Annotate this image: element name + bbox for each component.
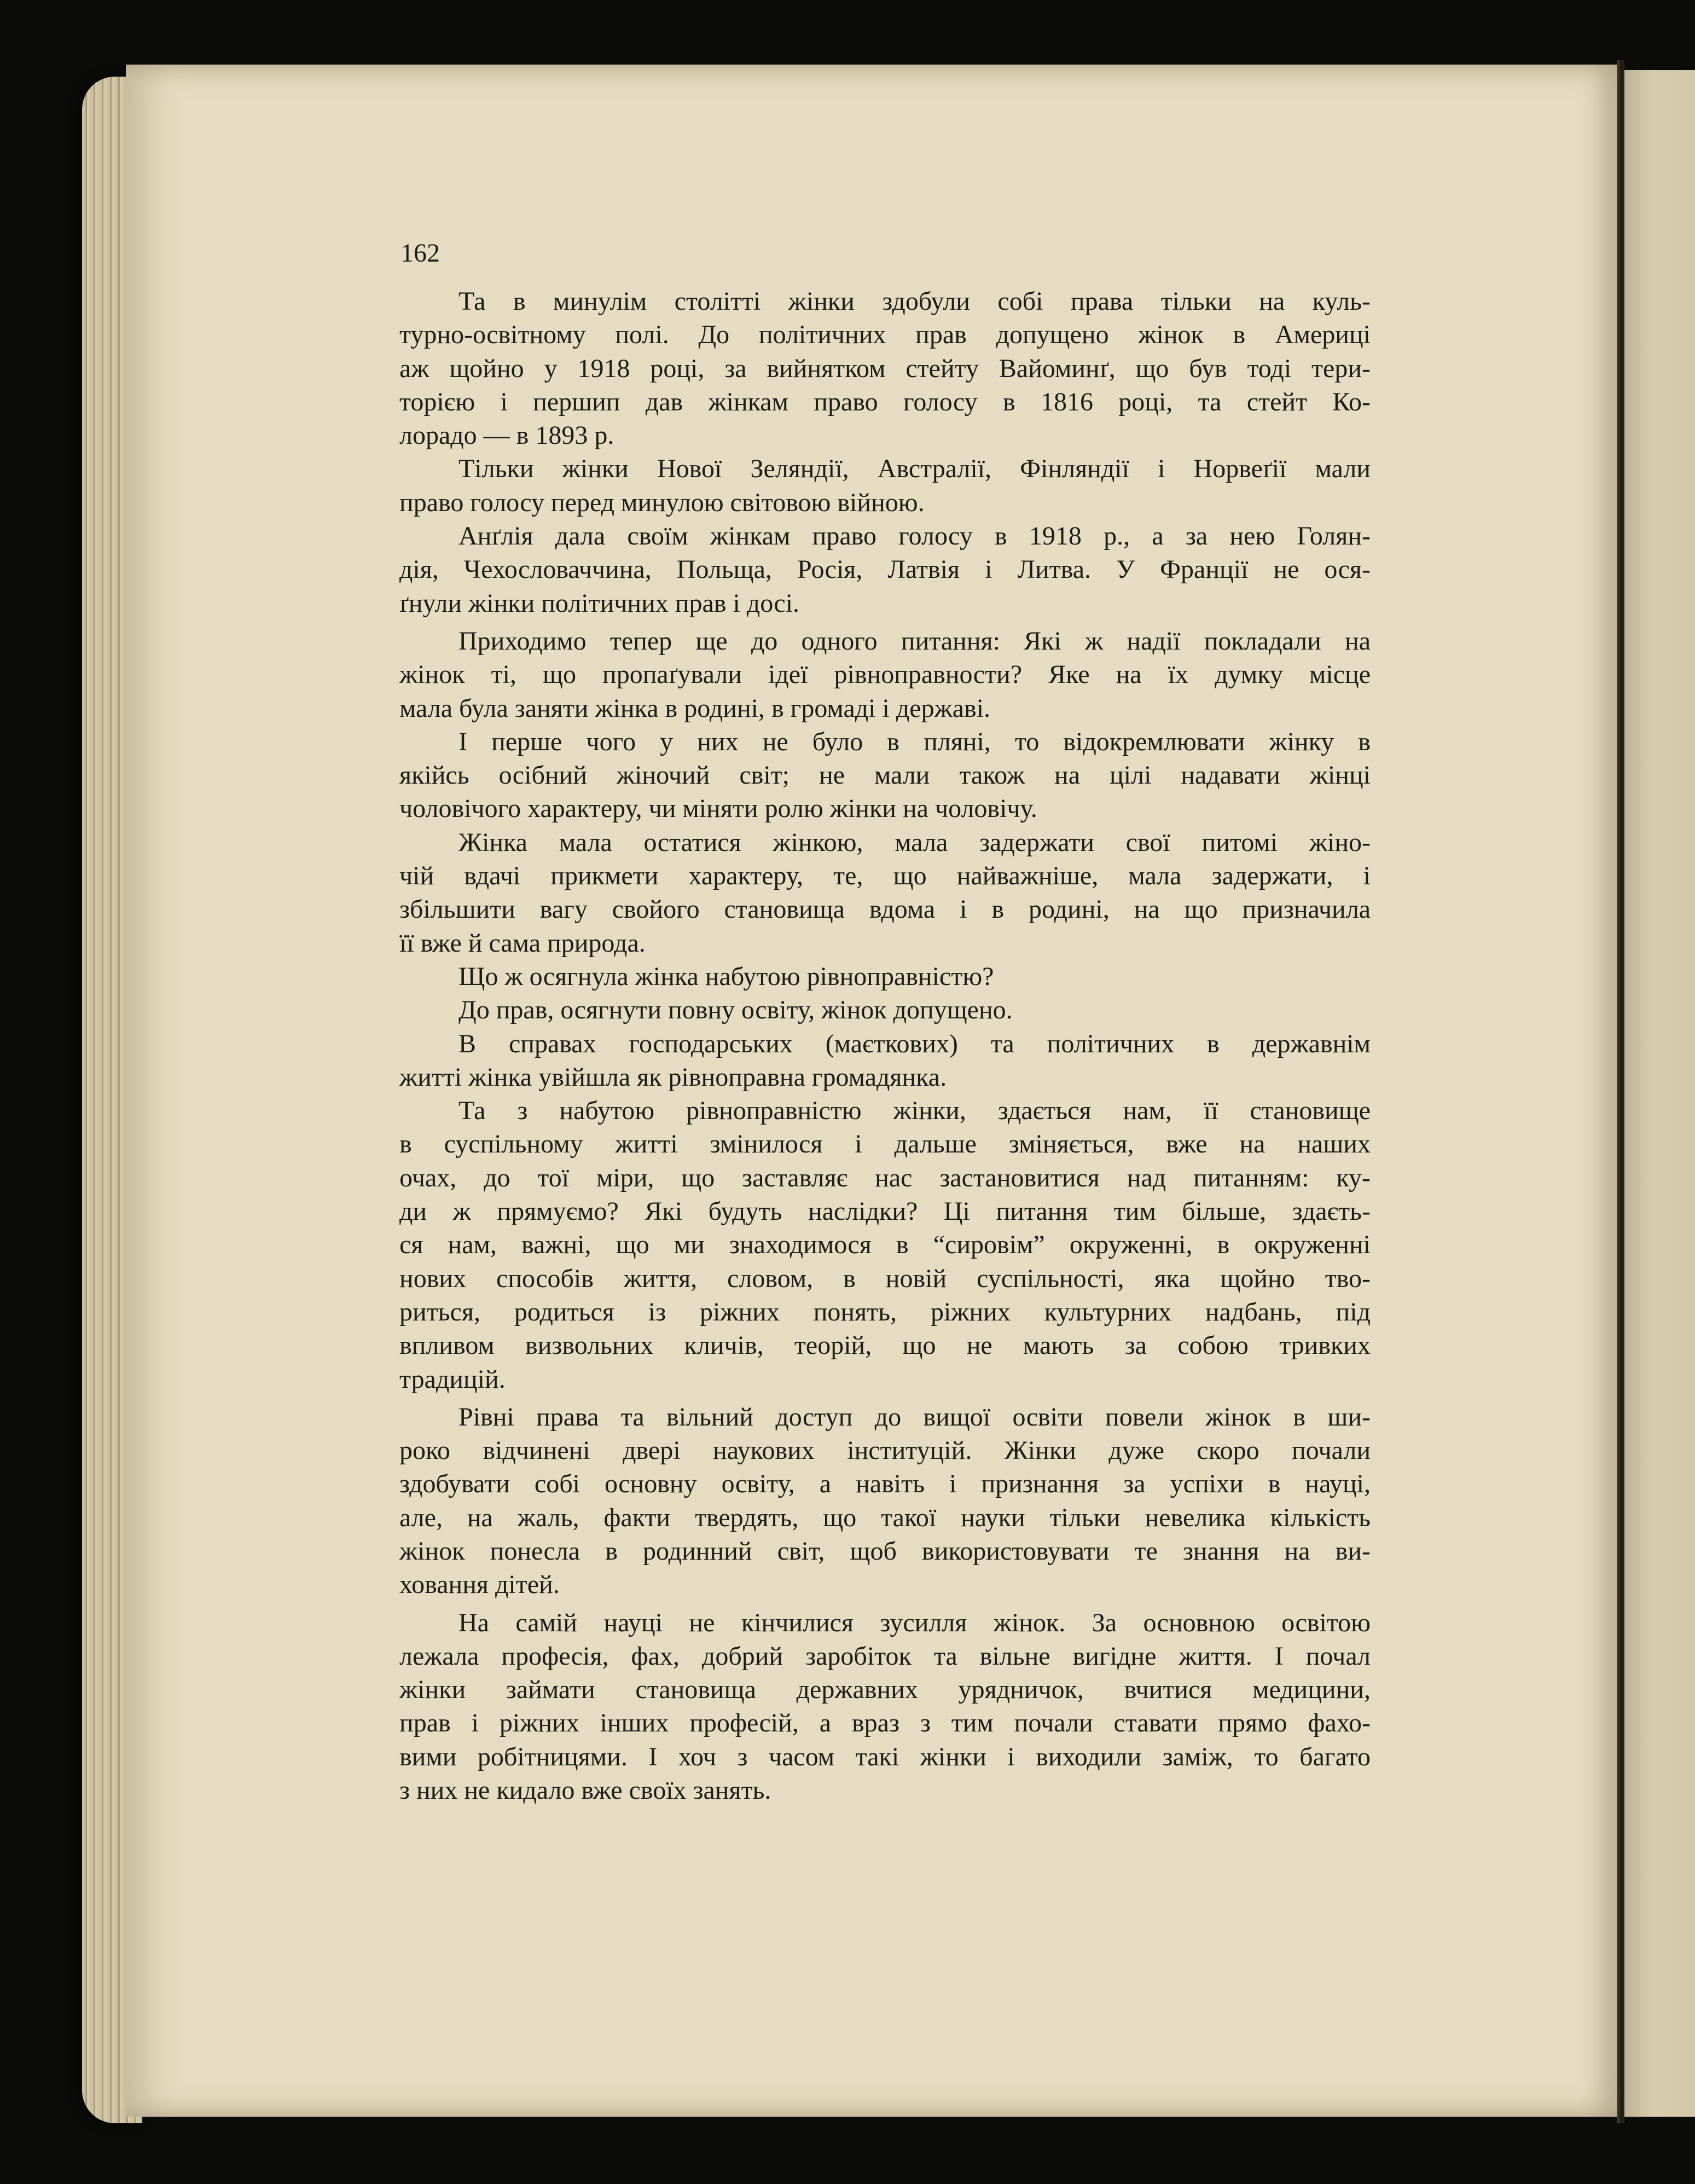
text-line: ди ж прямуємо? Які будуть наслідки? Ці питання тим більше, здаєть- [399, 1197, 1371, 1226]
text-line: чоловічого характеру, чи міняти ролю жінки на чоловічу. [399, 794, 1037, 824]
text-line: Що ж осягнула жінка набутою рівноправністю? [458, 961, 994, 991]
text-line: риться, родиться із ріжних понять, ріжних культурних надбань, під [399, 1297, 1371, 1326]
body-text [399, 235, 1371, 1807]
text-line: чій вдачі прикмети характеру, те, що найважніше, мала задержати, і [399, 861, 1371, 891]
text-line: нових способів життя, словом, в новій суспільності, яка щойно тво- [399, 1264, 1371, 1293]
paragraph [399, 826, 1371, 960]
text-line: І перше чого у них не було в пляні, то відокремлювати жінку в [458, 727, 1371, 756]
text-line: аж щойно у 1918 році, за вийнятком стейту Вайоминґ, що був тоді тери- [399, 354, 1371, 383]
text-line: турно-освітному полі. До політичних прав допущено жінок в Америці [399, 320, 1371, 350]
paragraph [399, 1027, 1371, 1094]
text-line: Та з набутою рівноправністю жінки, здається нам, її становище [458, 1096, 1371, 1126]
paragraph [399, 1606, 1371, 1808]
text-line: жінки займати становища державних урядничок, вчитися медицини, [399, 1675, 1371, 1705]
next-page-edge [1624, 70, 1695, 2117]
paragraph [399, 624, 1371, 725]
text-line: жінок ті, що пропаґували ідеї рівноправности? Яке на їх думку місце [399, 660, 1371, 690]
text-line: В справах господарських (маєткових) та політичних в державнім [458, 1029, 1371, 1058]
text-line: здобувати собі основну освіту, а навіть і признання за успіхи в науці, [399, 1469, 1371, 1499]
text-line: Та в минулім столітті жінки здобули собі права тільки на куль- [458, 287, 1371, 316]
text-line: в суспільному житті змінилося і дальше зміняється, вже на наших [399, 1129, 1371, 1159]
page-number: 162 [400, 239, 440, 268]
text-line: Анґлія дала своїм жінкам право голосу в 1918 р., а за нею Голян- [458, 522, 1371, 551]
paragraph [399, 519, 1371, 620]
text-line: збільшити вагу свойого становища вдома і в родині, на що призначила [399, 895, 1371, 924]
text-line: прав і ріжних інших професій, а враз з тим почали ставати прямо фахо- [399, 1708, 1371, 1738]
text-line: На самій науці не кінчилися зусилля жінок. За основною освітою [458, 1608, 1371, 1637]
paragraph [399, 1400, 1371, 1602]
text-line: впливом визвольних кличів, теорій, що не мають за собою тривких [399, 1331, 1371, 1360]
text-line: До прав, осягнути повну освіту, жінок допущено. [458, 995, 1013, 1025]
text-line: очах, до тої міри, що заставляє нас застановитися над питанням: ку- [399, 1163, 1371, 1192]
text-line: Приходимо тепер ще до одного питання: Які ж надії покладали на [458, 626, 1371, 656]
text-line: з них не кидало вже своїх занять. [399, 1776, 771, 1805]
text-line: ся нам, важні, що ми знаходимося в “сировім” окруженні, в окруженні [399, 1230, 1371, 1260]
text-line: вими робітницями. І хоч з часом такі жінки і виходили заміж, то багато [399, 1742, 1371, 1771]
text-line: торією і першип дав жінкам право голосу в 1816 році, та стейт Ко- [399, 387, 1371, 416]
text-line: Жінка мала остатися жінкою, мала задержати свої питомі жіно- [458, 827, 1371, 857]
text-line: лежала професія, фах, добрий заробіток та вільне вигідне життя. І почал [399, 1641, 1371, 1671]
text-line: лорадо — в 1893 р. [399, 421, 614, 450]
text-line: ховання дітей. [399, 1570, 560, 1600]
text-line: Рівні права та вільний доступ до вищої освіти повели жінок в ши- [458, 1402, 1371, 1432]
paragraph [399, 725, 1371, 826]
paragraph [399, 1094, 1371, 1396]
text-line: якійсь осібний жіночий світ; не мали також на цілі надавати жінці [399, 761, 1371, 790]
text-line: жінок понесла в родинний світ, щоб використовувати те знання на ви- [399, 1536, 1371, 1566]
text-line: її вже й сама природа. [399, 928, 646, 958]
paragraph [399, 993, 1371, 1027]
text-line: житті жінка увійшла як рівноправна громадянка. [399, 1062, 947, 1092]
text-line: право голосу перед минулою світовою війною. [399, 488, 925, 517]
paragraph [399, 285, 1371, 452]
text-line: але, на жаль, факти твердять, що такої науки тільки невелика кількість [399, 1503, 1371, 1532]
text-line: роко відчинені двері наукових інституцій. Жінки дуже скоро почали [399, 1436, 1371, 1465]
paragraph [399, 960, 1371, 993]
text-line: дія, Чехословаччина, Польща, Росія, Латвія і Литва. У Франції не ося- [399, 555, 1371, 584]
text-line: традицій. [399, 1364, 506, 1394]
text-line: Тільки жінки Нової Зеляндії, Австралії, Фінляндії і Норвеґії мали [458, 454, 1371, 484]
paragraph [399, 452, 1371, 519]
text-line: мала була заняти жінка в родині, в громаді і державі. [399, 693, 991, 723]
text-line: ґнули жінки політичних прав і досі. [399, 588, 800, 618]
book-gutter [1617, 60, 1624, 2123]
